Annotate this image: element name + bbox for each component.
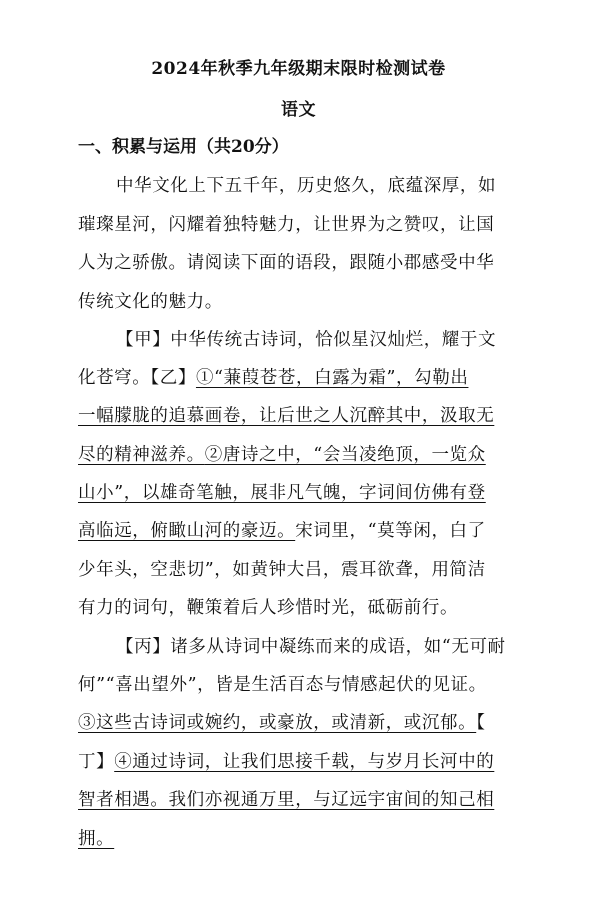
paragraph3-text: 丁】 bbox=[78, 752, 115, 772]
paragraph3-line bbox=[78, 709, 486, 734]
paragraph2-line bbox=[78, 517, 486, 542]
exam-title: 2024年秋季九年级期末限时检测试卷 bbox=[151, 59, 446, 79]
paragraph3-text: 【 bbox=[476, 713, 486, 733]
underlined-sentence-1: ①“蒹葭苍苍，白露为霜”，勾勒出 bbox=[195, 368, 469, 388]
section-heading: 一、积累与运用（共20分） bbox=[78, 137, 289, 157]
underlined-sentence-2-end: 高临远，俯瞰山河的豪迈。 bbox=[78, 521, 296, 541]
paragraph2-text: 化苍穹。【乙】 bbox=[78, 368, 196, 388]
paragraph2-line bbox=[78, 479, 486, 504]
paragraph3-line bbox=[78, 825, 114, 850]
paragraph1-line: 传统文化的魅力。 bbox=[78, 292, 223, 312]
underlined-sentence-3: ③这些古诗词或婉约，或豪放，或清新，或沉郁。 bbox=[78, 713, 477, 733]
paragraph2-line bbox=[78, 441, 486, 466]
paragraph3-line: 【丙】诸多从诗词中凝练而来的成语，如“无可耐 bbox=[116, 637, 506, 657]
paragraph1-line: 璀璨星河，闪耀着独特魅力，让世界为之赞叹，让国 bbox=[78, 215, 495, 235]
underlined-sentence-4-end: 拥。 bbox=[78, 829, 115, 849]
paragraph2-line bbox=[78, 364, 468, 389]
underlined-sentence-4-cont: 智者相遇。我们亦视通万里，与辽远宇宙间的知己相 bbox=[78, 790, 495, 810]
paragraph2-line: 有力的词句，鞭策着后人珍惜时光，砥砺前行。 bbox=[78, 598, 459, 618]
paragraph2-line: 【甲】中华传统古诗词，恰似星汉灿烂，耀于文 bbox=[116, 330, 497, 350]
paragraph3-line bbox=[78, 786, 494, 811]
paragraph3-line: 何”“喜出望外”，皆是生活百态与情感起伏的见证。 bbox=[78, 675, 487, 695]
paragraph2-text: 宋词里，“莫等闲，白了 bbox=[295, 521, 486, 541]
underlined-sentence-1-end: 尽的精神滋养。 bbox=[78, 445, 205, 465]
underlined-sentence-2-cont: 山小”，以雄奇笔触，展非凡气魄，字词间仿佛有登 bbox=[78, 483, 486, 503]
subject-title: 语文 bbox=[281, 100, 316, 120]
paragraph3-line bbox=[78, 748, 494, 773]
underlined-sentence-4: ④通过诗词，让我们思接千载，与岁月长河中的 bbox=[114, 752, 495, 772]
paragraph2-line bbox=[78, 402, 494, 427]
paragraph1-line: 人为之骄傲。请阅读下面的语段，跟随小郡感受中华 bbox=[78, 253, 495, 273]
underlined-sentence-2: ②唐诗之中，“会当凌绝顶，一览众 bbox=[204, 445, 486, 465]
paragraph1-line: 中华文化上下五千年，历史悠久，底蕴深厚，如 bbox=[116, 176, 497, 196]
paragraph2-line: 少年头，空悲切”，如黄钟大吕，震耳欲聋，用简洁 bbox=[78, 560, 486, 580]
underlined-sentence-1-cont: 一幅朦胧的追慕画卷，让后世之人沉醉其中，汲取无 bbox=[78, 406, 495, 426]
